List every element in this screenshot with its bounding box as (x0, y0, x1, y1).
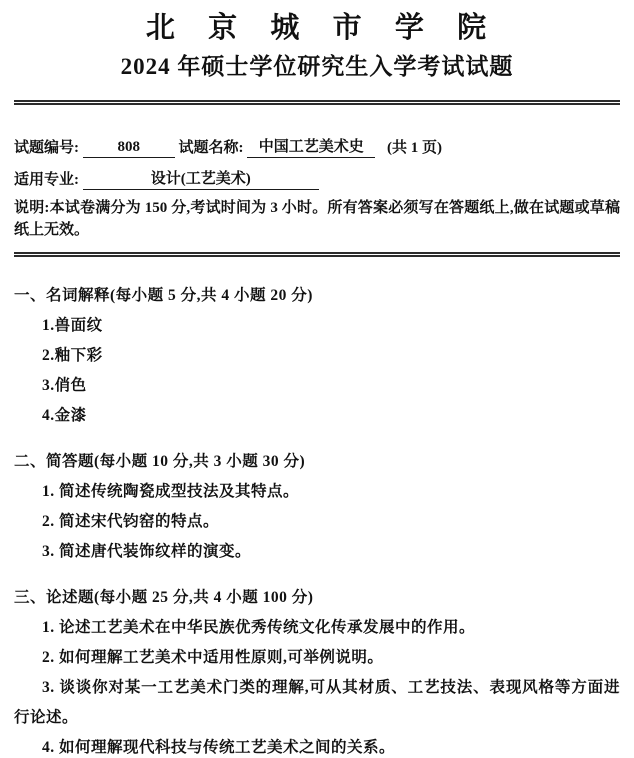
question-item: 1.兽面纹 (42, 317, 103, 334)
section-short-answer (14, 447, 620, 567)
exam-number-label: 试题编号: (14, 140, 79, 156)
section-essay-heading: 三、论述题(每小题 25 分,共 4 小题 100 分) (14, 589, 314, 606)
question-item: 2. 简述宋代钧窑的特点。 (42, 513, 220, 530)
exam-name-value: 中国工艺美术史 (247, 137, 375, 158)
section-terms-heading: 一、名词解释(每小题 5 分,共 4 小题 20 分) (14, 287, 313, 304)
question-item: 3. 简述唐代装饰纹样的演变。 (42, 543, 252, 560)
university-title: 北 京 城 市 学 院 (145, 12, 489, 44)
question-item: 3.俏色 (42, 377, 87, 394)
major-row (14, 169, 620, 190)
major-value: 设计(工艺美术) (83, 169, 319, 190)
exam-subtitle: 2024 年硕士学位研究生入学考试试题 (120, 54, 514, 79)
question-item: 4. 如何理解现代科技与传统工艺美术之间的关系。 (42, 739, 396, 756)
question-item: 4.金漆 (42, 407, 87, 424)
exam-instructions: 说明:本试卷满分为 150 分,考试时间为 3 小时。所有答案必须写在答题纸上,做在试题或草稿纸上无效。 (14, 200, 620, 238)
page-header (0, 0, 634, 81)
question-item: 2.釉下彩 (42, 347, 103, 364)
major-label: 适用专业: (14, 172, 79, 188)
info-divider (14, 252, 620, 257)
section-terms (14, 281, 620, 431)
question-item: 2. 如何理解工艺美术中适用性原则,可举例说明。 (42, 649, 384, 666)
question-item: 1. 论述工艺美术在中华民族优秀传统文化传承发展中的作用。 (42, 619, 476, 636)
header-divider (14, 100, 620, 105)
section-essay (14, 583, 620, 758)
question-item: 1. 简述传统陶瓷成型技法及其特点。 (42, 483, 300, 500)
exam-number-value: 808 (83, 137, 175, 158)
exam-number-row (14, 137, 620, 158)
section-short-answer-heading: 二、简答题(每小题 10 分,共 3 小题 30 分) (14, 453, 306, 470)
exam-info-block (14, 137, 620, 190)
pages-note: (共 1 页) (387, 140, 442, 156)
exam-name-label: 试题名称: (178, 140, 244, 156)
question-item: 3. 谈谈你对某一工艺美术门类的理解,可从其材质、工艺技法、表现风格等方面进行论述。 (14, 679, 620, 726)
